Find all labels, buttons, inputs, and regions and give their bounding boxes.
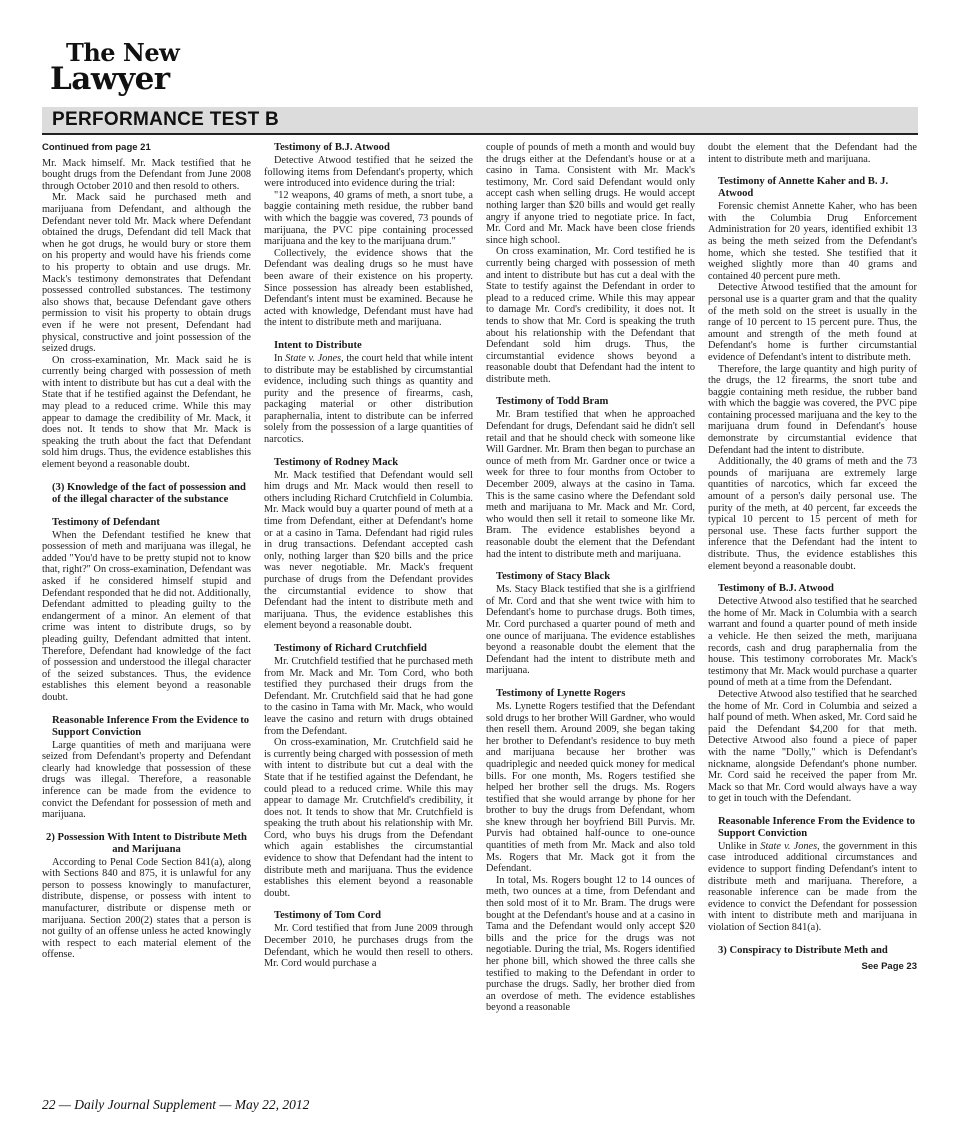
paragraph: Mr. Mack himself. Mr. Mack testified that he bought drugs from the Defendant from June 2008 through October 2010 and then resold to others. [42,157,251,192]
page-footer: 22 — Daily Journal Supplement — May 22, 2012 [42,1097,310,1112]
paragraph: Mr. Mack testified that Defendant would sell him drugs and Mr. Mack would then resell to others including Richard Crutchfield in Columbia. Mr. Mack would buy a quarter pound of meth at a time from Defendant, either at Defendant's home or at a casino in Tama. Defendant had rigid rules in drug transactions. Defendant accepted cash only, nothing larger than $20 bills and the price was never negotiable. Mr. Mack's frequent purchase of drugs from the Defendant provides the circumstantial evidence to show that Defendant had the intent to distribute meth and marijuana. Thus, the evidence establishes this element beyond a reasonable doubt. [264,469,473,632]
paragraph: Forensic chemist Annette Kaher, who has been with the Columbia Drug Enforcement Administration for 20 years, identified exhibit 13 as being the meth seized from the Defendant's home, which she tested. She testified that it weighed slightly more than 40 grams and contained 40 percent pure meth. [708,201,917,282]
paragraph: Mr. Cord testified that from June 2009 through December 2010, he purchases drugs from the Defendant, which he would then resell to others. Mr. Cord would purchase a [264,923,473,970]
paragraph: couple of pounds of meth a month and would buy the drugs either at the Defendant's house or at a casino in Tama. Consistent with Mr. Mack's testimony, Mr. Cord said Defendant would only accept cash when selling drugs. He would accept nothing larger than $20 bills and would get really angry if anyone tried to negotiate price. In fact, Mr. Cord and Mr. Mack have been close friends since high school. [486,142,695,246]
subheading: Testimony of Lynette Rogers [496,687,626,699]
logo-line-2: Lawyer [50,60,170,97]
paragraph: Ms. Stacy Black testified that she is a girlfriend of Mr. Cord and that she went twice with him to Defendant's home to purchase drugs. Both times, Mr. Cord purchased a quarter pound of meth and one ounce of marijuana. The evidence establishes beyond a reasonable doubt the element that the Defendant had the intent to distribute meth and marijuana. [486,584,695,677]
subheading: Testimony of Rodney Mack [274,456,399,468]
text-run: In [274,352,286,364]
subheading: Testimony of Stacy Black [496,571,611,583]
paragraph: When the Defendant testified he knew that possession of meth and marijuana was illegal, he added "You'd have to be pretty stupid not to know that, right?" On cross-examination, Defendant was asked if he considered himself stupid and Defendant responded that he did not. Additionally, Defendant admitted to pleading guilty to the endangerment of a minor. An element of that crime was intent to distribute drugs, so by pleading guilty, Defendant admitted that intent. Therefore, Defendant had knowledge of the fact of possession and understood the illegal character of the seized substances. Thus, the evidence establishes this element beyond a reasonable doubt. [42,529,251,703]
text-run: , the court held that while intent to distribute may be established by circumstantial evidence, including such things as quantity and purity and the presence of firearms, cash, packaging material or other distribution paraphernalia, intent to distribute can be inferred solely from the possession of a large quantities of narcotics. [264,352,473,446]
case-citation: State v. Jones [760,840,818,852]
see-page-link[interactable]: See Page 23 [861,960,917,972]
paragraph [264,353,473,446]
paragraph: In total, Ms. Rogers bought 12 to 14 ounces of meth, two ounces at a time, from Defendant and then sold most of it to Mr. Bram. The drugs were bought at the Defendant's house and at a casino in Tama and the Defendant would only accept $20 bills and the price for the drugs was not negotiable. During the trial, Ms. Rogers identified her phone bill, which showed the three calls she testified to making to the Defendant in order to purchase the drugs. Sadly, her brother died from an overdose of meth. The evidence establishes beyond a reasonable [486,874,695,1014]
case-citation: State v. Jones [285,352,342,364]
paragraph: Detective Atwood also testified that he searched the home of Mr. Mack in Columbia with a search warrant and found a quarter pound of meth inside a vehicle. He then seized the meth, marijuana records, cash and drug paraphernalia from the house. This testimony corroborates Mr. Mack's testimony that Mr. Mack would purchase a quarter pound of meth at a time from the Defendant. [708,596,917,689]
paragraph: According to Penal Code Section 841(a), along with Sections 840 and 875, it is unlawful for any person to possess knowingly to manufacturer, distribute, dispense, or possess with intent to manufacturer, distribute or dispense meth or marijuana. Section 200(2) states that a person is not guilty of an offense unless he acted knowingly with respect to each material element of the offense. [42,856,251,961]
subheading: 2) Possession With Intent to Distribute Meth and Marijuana [46,831,247,855]
subheading: Testimony of Todd Bram [496,396,609,408]
article-column-1 [42,142,251,1087]
article-column-2 [264,142,473,1087]
paragraph: doubt the element that the Defendant had the intent to distribute meth and marijuana. [708,142,917,165]
paragraph: Detective Atwood also testified that he searched the home of Mr. Cord in Columbia and seized a half pound of meth. When asked, Mr. Cord said he paid the Defendant $4,200 for that meth. Detective Atwood also found a piece of paper with the name "Dolly," which is Defendant's nickname, alongside Defendant's phone number. Mr. Cord said he received the paper from Mr. Mack so that Mr. Cord would always have a way to get in touch with the Defendant. [708,688,917,805]
logo-line-1: The New [66,38,180,67]
text-run: Unlike in [718,840,761,852]
paragraph: Ms. Lynette Rogers testified that the Defendant sold drugs to her brother Will Gardner, who would then resell them. Around 2009, she began taking her brother to Defendant's residence to buy meth and marijuana because her brother was quadriplegic and needed quick money for medical bills. For one month, Ms. Rogers testified she helped her brother sell the drugs. Ms. Rogers testified that she would arrange by phone for her brother to buy the drugs from Defendant, whom she knew through her boyfriend Bill Purvis. Mr. Purvis had obtained half-ounce to one-ounce quantities of meth from Mr. Mack and also told Ms. Rogers that Mr. Mack got it from the Defendant. [486,700,695,875]
paragraph: Collectively, the evidence shows that the Defendant was dealing drugs so he must have been aware of their existence on his property. Since possession has already been established, Defendant's intent must be examined. Because he acted with knowledge, Defendant must have had the intent to distribute meth and marijuana. [264,247,473,329]
subheading: Testimony of Tom Cord [274,910,382,922]
subheading: Intent to Distribute [274,339,362,351]
paragraph: Mr. Bram testified that when he approached Defendant for drugs, Defendant said he didn't sell retail and that he should check with someone like Will Gardner. Mr. Bram then began to purchase an ounce of meth from Mr. Gardner once or twice a week for three to four months from October to December 2009, always at the casino in Tama. This is the same casino where the Defendant sold meth and marijuana to Mr. Mack and Mr. Cord, who would then sell it retail to someone like Mr. Bram. The evidence establishes beyond a reasonable doubt the element that the Defendant had the intent to distribute meth and marijuana. [486,409,695,560]
paragraph: Mr. Mack said he purchased meth and marijuana from Defendant, and although the Defendant never told Mr. Mack where Defendant obtained the drugs, Defendant did tell Mack that when he got drugs, he would bury or store them on his property and would have his friends come to his property to obtain and use drugs. Mr. Mack's testimony demonstrates that Defendant possessed controlled substances. The testimony also shows that, because Defendant gave others permission to visit his property to obtain drugs even if he were not present, Defendant had physical, constructive and joint possession of the seized drugs. [42,192,251,355]
section-title: PERFORMANCE TEST B [52,109,280,130]
paragraph: On cross-examination, Mr. Mack said he is currently being charged with possession of meth with intent to distribute but has cut a deal with the State that if he testified against the Defendant, he may plead to a reduced crime. While this may appear to damage the credibility of Mr. Mack, it does not. It tends to show that Mr. Mack is speaking the truth about the fact that Defendant sold him drugs. Thus, the evidence establishes this element beyond a reasonable doubt. [42,354,251,471]
section-header-bar [42,107,918,135]
paragraph: Mr. Crutchfield testified that he purchased meth from Mr. Mack and Mr. Tom Cord, who both testified they purchased their drugs from the Defendant. Mr. Crutchfield said that he had gone to the casino in Tama with Mr. Mack, who would leave the casino and return with drugs obtained from the Defendant. [264,655,473,737]
paragraph: Additionally, the 40 grams of meth and the 73 pounds of marijuana are extremely large quantities of narcotics, which far exceed the amount of a person's daily personal use. The purity of the meth, at 40 percent, far exceeds the typical 10 percent to 15 percent of meth for personal use. These facts further support the inference that the Defendant had the intent to distribute. Thus, the evidence establishes this element beyond a reasonable doubt. [708,456,917,572]
subheading: 3) Conspiracy to Distribute Meth and [718,944,888,956]
subheading: Reasonable Inference From the Evidence to Support Conviction [52,714,250,738]
subheading: Testimony of Annette Kaher and B. J. Atwood [718,176,889,200]
paragraph: Detective Atwood testified that the amount for personal use is a quarter gram and that the quality of the meth sold on the street is usually in the range of 10 percent to 15 percent pure. Thus, the amount and strength of the meth found at Defendant's home is further circumstantial evidence of Defendant's intent to distribute meth. [708,282,917,363]
paragraph: Therefore, the large quantity and high purity of the drugs, the 12 firearms, the snort tube and baggie containing meth residue, the rubber band with which the baggie was covered, the PVC pipe containing processed marijuana and the key to the marijuana drum found in Defendant's house demonstrate by circumstantial evidence that Defendant had the intent to distribute. [708,363,917,456]
publication-logo [50,38,180,97]
continued-from-note: Continued from page 21 [42,142,151,153]
quoted-evidence-list: "12 weapons, 40 grams of meth, a snort tube, a baggie containing meth residue, the rubber band with which the baggie was covered, 73 pounds of marijuana, the PVC pipe containing processed marijuana and the key to the marijuana drum." [264,189,473,248]
subheading: Reasonable Inference From the Evidence to Support Conviction [718,815,916,839]
paragraph: On cross-examination, Mr. Crutchfield said he is currently being charged with possession of meth with intent to distribute but cut a deal with the State that if he testified against the Defendant, he could plead to a reduced crime. While this may appear to damage Mr. Crutchfield's credibility, it does not. It tends to show that Mr. Crutchfield is speaking the truth about his relationship with Mr. Cord, who buys his drugs from the Defendant which again establishes the circumstantial evidence to show that Defendant had the intent to distribute meth and marijuana. Thus the evidence establishes this element beyond a reasonable doubt. [264,737,473,899]
subheading: Testimony of B.J. Atwood [274,142,390,153]
subheading: Testimony of B.J. Atwood [718,583,834,595]
paragraph [708,841,917,934]
text-run: , the government in this case introduced additional circumstances and evidence to support finding Defendant's intent to distribute meth and marijuana. Therefore, a reasonable inference can be made from the evidence to convict the Defendant for possession with intent to distribute meth and marijuana in violation of Section 841(a). [708,840,917,934]
subheading: (3) Knowledge of the fact of possession and of the illegal character of the substance [52,481,246,505]
paragraph: Detective Atwood testified that he seized the following items from Defendant's property, which were introduced into evidence during the trial: [264,155,473,190]
article-column-4 [708,142,917,1087]
article-column-3 [486,142,695,1087]
subheading: Testimony of Richard Crutchfield [274,642,427,654]
paragraph: On cross examination, Mr. Cord testified he is currently being charged with possession of meth and intent to distribute but has cut a deal with the State to testify against the Defendant in order to plead to a reduced crime. While this may appear to damage Mr. Cord's credibility, it does not. It tends to show that Mr. Cord is speaking the truth about his relationship with the Defendant that Defendant sold him drugs. Thus, the circumstantial evidence shows beyond a reasonable doubt that Defendant had the intent to distribute meth. [486,246,695,385]
subheading: Testimony of Defendant [52,516,160,528]
paragraph: Large quantities of meth and marijuana were seized from Defendant's property and Defendant clearly had knowledge that possession of these drugs was illegal. Therefore, a reasonable inference can be made from the evidence to convict the Defendant for possession of meth and marijuana. [42,739,251,821]
